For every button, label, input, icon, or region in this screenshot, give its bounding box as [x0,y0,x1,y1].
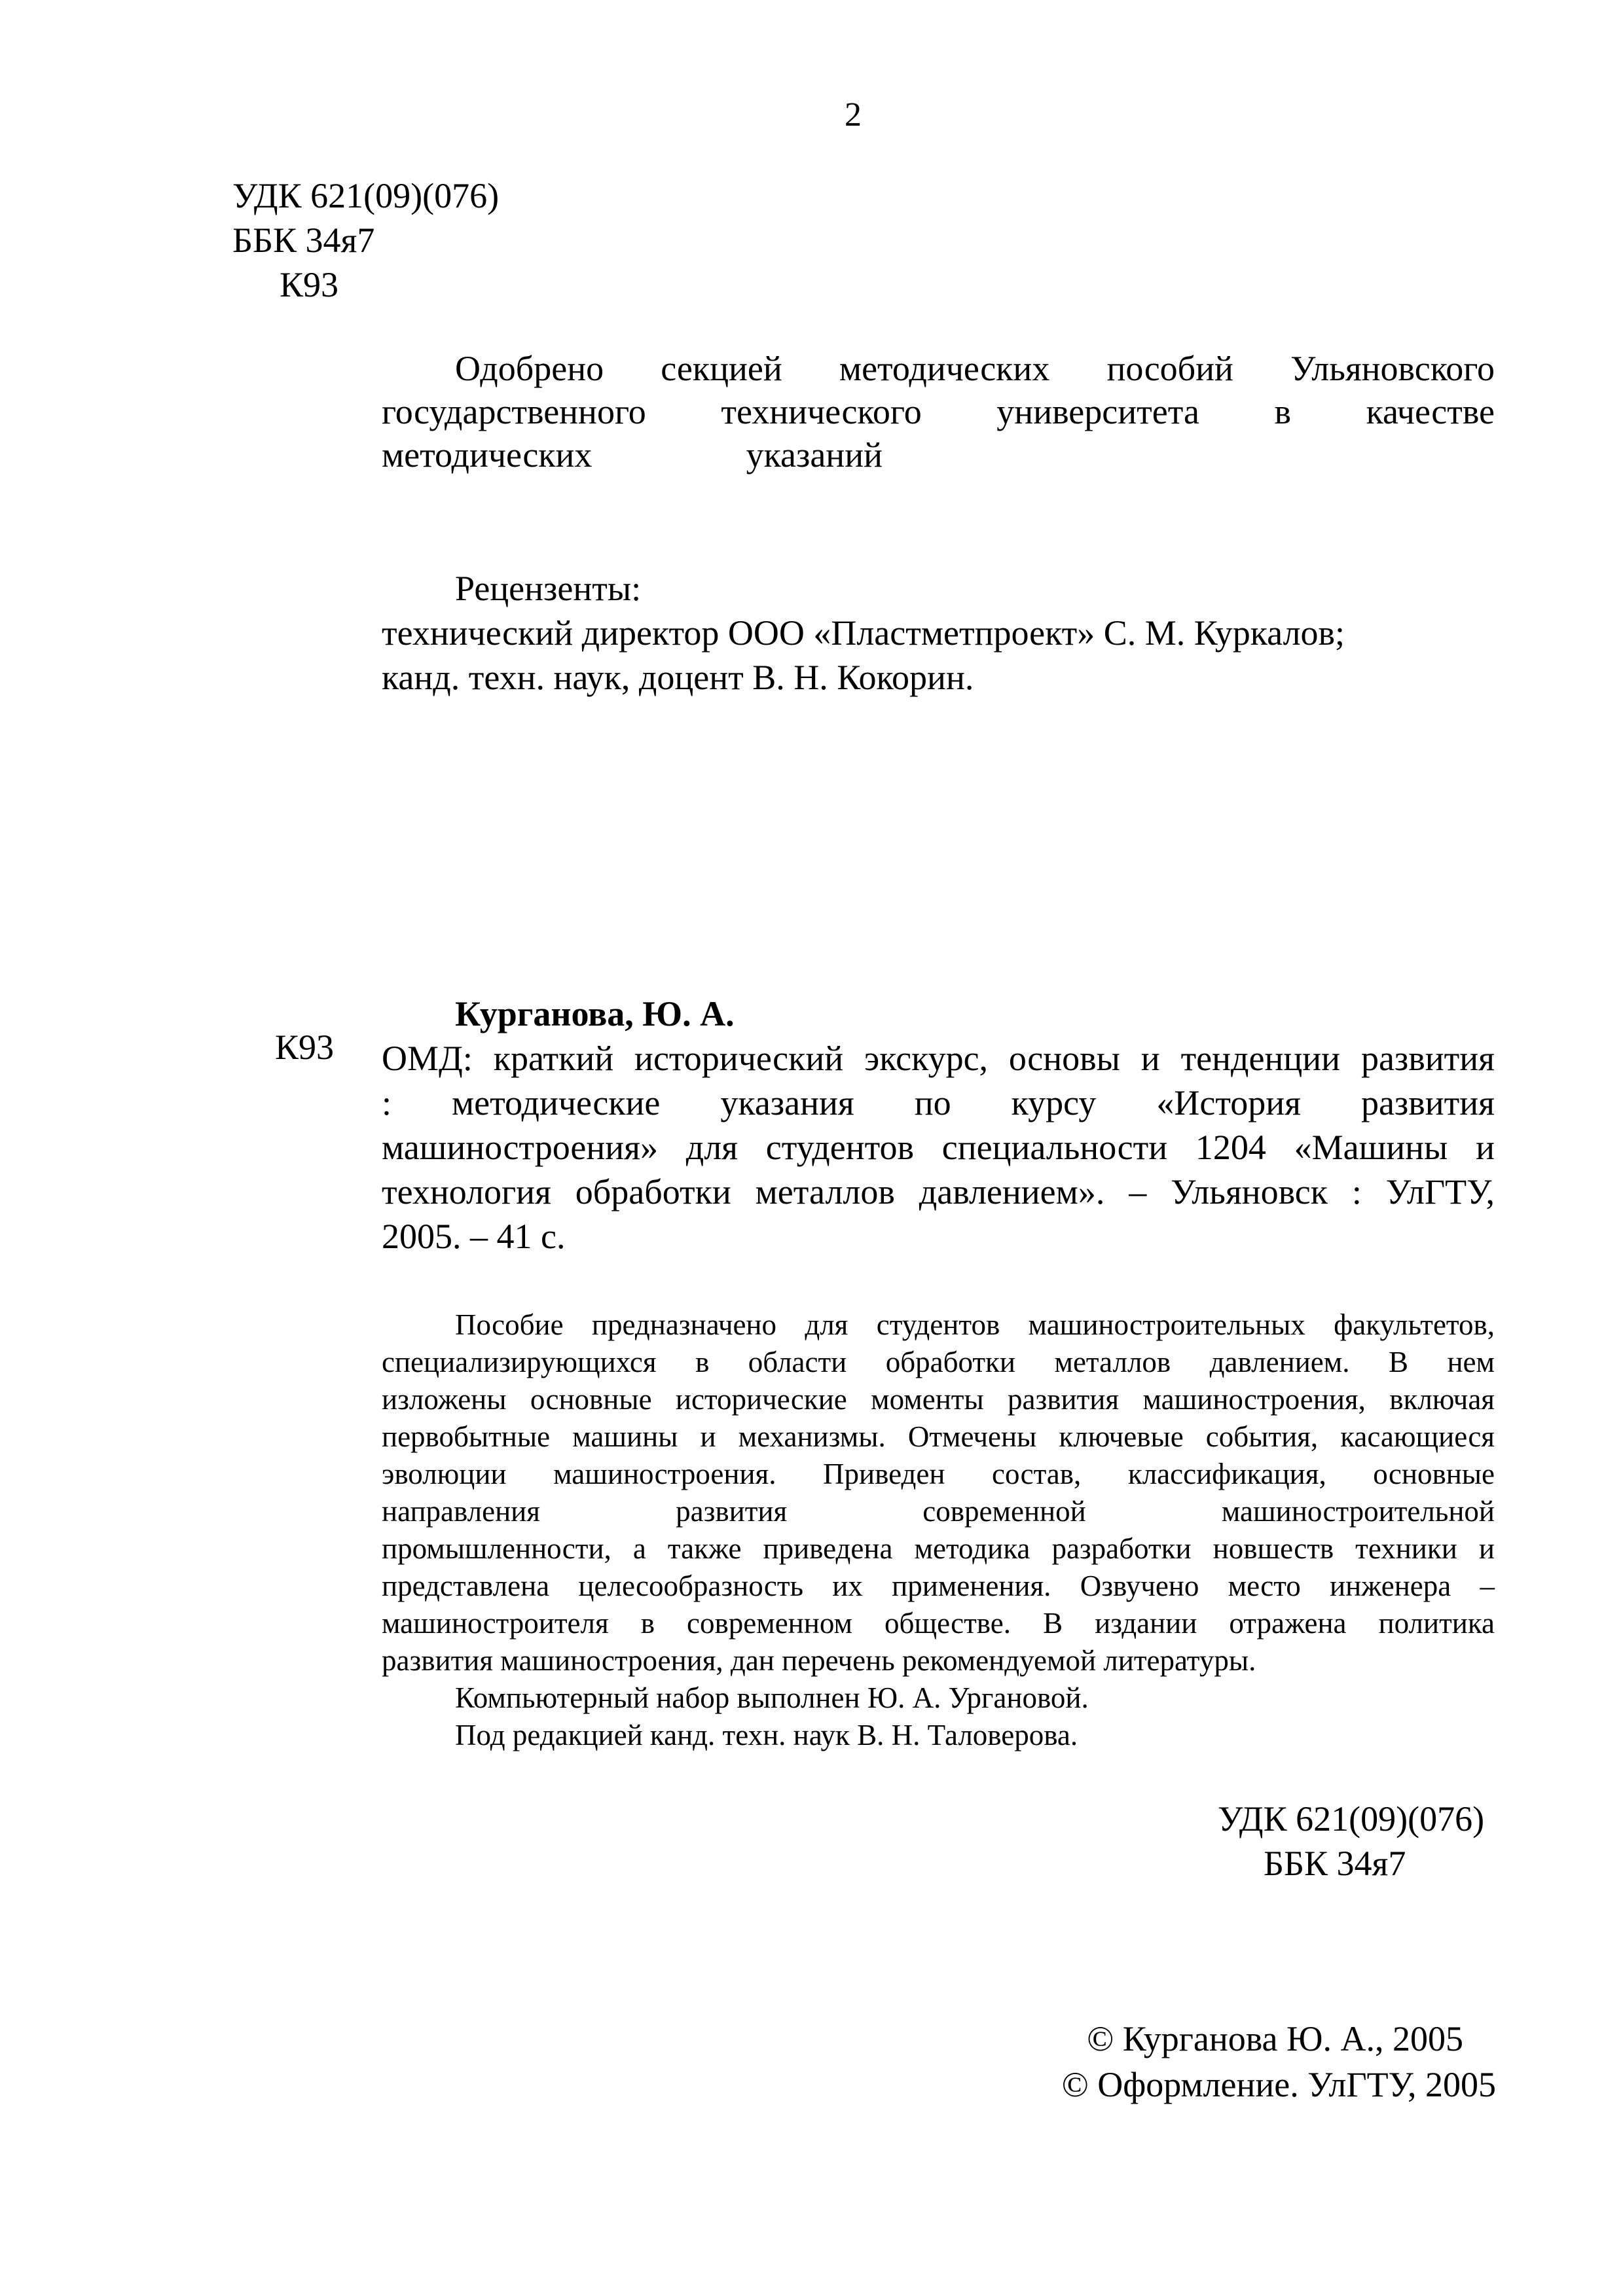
author-cipher: К93 [280,265,339,304]
approval-statement [382,347,1495,476]
abstract-line: развития машиностроения, дан перечень рекомендуемой литературы. [382,1644,1256,1677]
author-name: Курганова, Ю. А. [455,994,735,1033]
abstract-line: первобытные машины и механизмы. Отмечены ключевые события, касающиеся [382,1420,1495,1453]
classification-top [232,173,499,307]
reviewer-entry: канд. техн. наук, доцент В. Н. Кокорин. [382,658,974,697]
copyright-block [1021,2016,1496,2108]
biblio-line: 2005. – 41 с. [382,1217,566,1256]
approval-line: государственного технического университета в качестве [382,392,1495,431]
biblio-line: ОМД: краткий исторический экскурс, основы и тенденции развития [382,1039,1495,1078]
abstract-line: машиностроителя в современном обществе. В издании отражена политика [382,1607,1495,1640]
copyright-author: © Курганова Ю. А., 2005 [1087,2019,1463,2058]
abstract-line: эволюции машиностроения. Приведен состав, классификация, основные [382,1458,1495,1490]
abstract-line: представлена целесообразность их применения. Озвучено место инженера – [382,1570,1495,1602]
abstract-line: специализирующихся в области обработки металлов давлением. В нем [382,1346,1495,1378]
editor-note: Под редакцией канд. техн. наук В. Н. Таловерова. [455,1719,1078,1751]
bibliographic-record [382,992,1495,1259]
abstract-line: направления развития современной машиностроительной [382,1495,1495,1528]
biblio-line: машиностроения» для студентов специальности 1204 «Машины и [382,1128,1495,1167]
page-number: 2 [845,96,862,134]
abstract [382,1306,1495,1754]
bbk-code: ББК 34я7 [232,221,375,260]
reviewers-heading: Рецензенты: [455,569,642,608]
reviewer-entry: технический директор ООО «Пластметпроект» С. М. Куркалов; [382,613,1345,653]
typeset-note: Компьютерный набор выполнен Ю. А. Ургановой. [455,1681,1089,1714]
biblio-cipher: К93 [275,1028,335,1067]
biblio-line: : методические указания по курсу «История развития [382,1083,1495,1122]
biblio-line: технология обработки металлов давлением». – Ульяновск : УлГТУ, [382,1172,1495,1211]
abstract-line: Пособие предназначено для студентов машиностроительных факультетов, [455,1308,1495,1341]
approval-line: Одобрено секцией методических пособий Ульяновского [455,349,1495,388]
abstract-line: промышленности, а также приведена методика разработки новшеств техники и [382,1532,1495,1565]
udk-code: УДК 621(09)(076) [232,176,500,215]
udk-code: УДК 621(09)(076) [1218,1799,1485,1839]
abstract-line: изложены основные исторические моменты развития машиностроения, включая [382,1383,1495,1416]
classification-bottom [1218,1797,1499,1886]
reviewers-section [382,566,1495,700]
approval-line: методических указаний [382,435,883,475]
copyright-design: © Оформление. УлГТУ, 2005 [1061,2065,1496,2104]
bbk-code: ББК 34я7 [1264,1844,1406,1883]
